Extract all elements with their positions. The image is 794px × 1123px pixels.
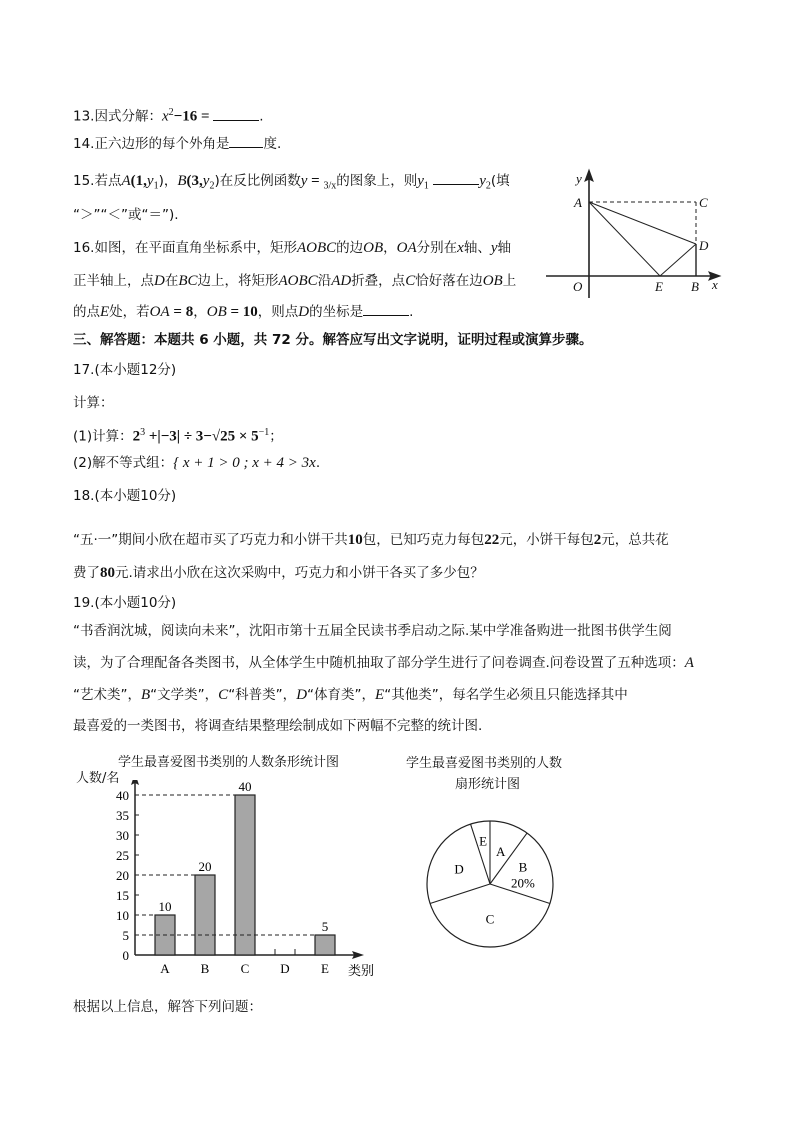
label-x: x [712, 277, 718, 292]
pie-slice-percent: 20% [511, 875, 535, 891]
text-segment: 分别在 [416, 240, 458, 256]
segment-AD [589, 202, 696, 244]
text-line [73, 302, 413, 321]
text-segment: 度. [263, 136, 282, 152]
text-segment: C [218, 687, 229, 703]
text-segment: AD [331, 273, 352, 289]
y-tick-label: 30 [116, 828, 129, 843]
y-tick-label: 5 [122, 928, 129, 943]
text-line [73, 272, 516, 290]
bar-chart [70, 780, 390, 985]
text-line [73, 239, 511, 257]
text-segment: x [457, 240, 464, 256]
text-segment: 元，小饼干每包 [499, 532, 594, 548]
bar-value-label: 10 [158, 899, 172, 914]
bar-C [235, 795, 255, 955]
text-segment: (1, [130, 173, 147, 189]
text-segment: 元.请求出小欣在这次采购中，巧克力和小饼干各买了多少包？ [115, 565, 484, 581]
label-E: E [655, 279, 663, 294]
text-segment: 17.(本小题12分) [73, 362, 177, 378]
text-segment: 1 [423, 180, 429, 192]
text-line [73, 454, 320, 472]
text-segment: x [161, 108, 169, 125]
text-segment: 3/x [323, 180, 337, 192]
bar-E [315, 935, 335, 955]
label-C: C [699, 195, 708, 210]
text-segment: . [409, 304, 414, 320]
bar-chart-title: 学生最喜爱图书类别的人数条形统计图 [118, 755, 340, 770]
answer-blank [363, 302, 409, 316]
x-axis-label: 类别 [348, 964, 375, 979]
text-segment: (填 [490, 173, 510, 189]
text-segment: y [417, 173, 424, 189]
text-line [73, 531, 669, 549]
text-segment: C [405, 273, 416, 289]
text-line [73, 206, 179, 224]
text-segment: AOBC [278, 273, 318, 289]
text-segment: 15.若点 [73, 173, 122, 189]
text-segment: B [177, 173, 187, 189]
text-segment: 在 [164, 273, 179, 289]
x-tick-label: A [160, 961, 170, 976]
x-tick-label: C [240, 961, 250, 976]
text-segment: 14.正六边形的每个外角是 [73, 136, 230, 152]
answer-blank [433, 171, 479, 185]
x-tick-label: B [200, 961, 210, 976]
pie-slice-label: A [496, 844, 506, 860]
text-segment: 读，为了合理配备各类图书，从全体学生中随机抽取了部分学生进行了问卷调查.问卷设置了五种选项： [73, 655, 685, 671]
text-segment: 轴 [497, 240, 511, 256]
text-segment: 13.因式分解： [73, 108, 162, 125]
figure-16-coordinate-diagram [540, 165, 730, 300]
text-segment: “＞”“＜”或“＝”). [73, 207, 179, 223]
text-segment: 折叠，点 [351, 273, 406, 289]
text-segment: “体育类”， [307, 687, 376, 703]
bar-value-label: 20 [198, 859, 212, 874]
text-segment: (3, [186, 173, 203, 189]
text-segment: ； [269, 428, 283, 445]
text-segment: y [479, 173, 486, 189]
text-segment: 22 [484, 532, 500, 548]
text-line [73, 998, 262, 1016]
text-segment: OB [363, 240, 384, 256]
text-line [73, 717, 482, 735]
label-O: O [573, 279, 583, 294]
text-segment: ， [383, 240, 397, 256]
text-segment: 轴、 [463, 240, 491, 256]
text-segment: )在反比例函数 [214, 173, 301, 189]
y-tick-label: 10 [116, 908, 129, 923]
text-segment: 的图象上，则 [336, 173, 418, 189]
text-segment: 19.(本小题10分) [73, 595, 177, 611]
y-axis-arrow [585, 170, 593, 181]
text-segment: 的边 [336, 240, 364, 256]
text-segment: ，则点 [257, 304, 299, 320]
bar-value-label: 40 [238, 780, 252, 794]
text-segment: 80 [100, 565, 115, 581]
text-segment: OB [206, 304, 227, 320]
text-segment: = 10 [226, 304, 258, 320]
pie-chart-title-line2: 扇形统计图 [455, 777, 521, 792]
text-segment: 3 [140, 427, 146, 438]
text-segment: 沿 [317, 273, 332, 289]
text-segment: = 8 [169, 304, 194, 320]
text-line [73, 394, 114, 412]
label-B: B [691, 279, 699, 294]
text-line [73, 564, 484, 582]
text-segment: A [121, 173, 131, 189]
pie-slice-label: D [454, 861, 464, 877]
text-segment: −16 = [173, 108, 214, 125]
bar-value-label: 5 [321, 919, 329, 934]
text-segment: “书香润沈城，阅读向未来”，沈阳市第十五届全民读书季启动之际.某中学准备购进一批图书供学生阅 [73, 623, 672, 639]
answer-blank [229, 134, 263, 148]
y-tick-label: 15 [116, 888, 129, 903]
text-segment: OA [396, 240, 417, 256]
text-segment: 1 [153, 180, 159, 192]
text-segment: . [259, 108, 264, 125]
text-segment: 计算： [73, 395, 114, 411]
text-segment: 包，已知巧克力每包 [362, 532, 485, 548]
text-segment: 10 [347, 532, 363, 548]
text-segment: 元，总共花 [601, 532, 669, 548]
text-segment: . [315, 455, 321, 471]
text-segment: (2)解不等式组： [73, 455, 174, 471]
text-segment: E [375, 687, 385, 703]
label-D: D [699, 238, 709, 253]
text-line [73, 487, 176, 505]
y-tick-label: 0 [122, 948, 129, 963]
text-segment: 边上，将矩形 [197, 273, 279, 289]
text-line [73, 424, 283, 446]
y-tick-label: 25 [116, 848, 129, 863]
pie-slice-label: B [518, 859, 528, 875]
text-segment: A [684, 655, 694, 671]
text-segment: 18.(本小题10分) [73, 488, 177, 504]
y-tick-label: 35 [116, 808, 129, 823]
text-line [73, 654, 694, 672]
text-segment: “五·一”期间小欣在超市买了巧克力和小饼干共 [73, 532, 348, 548]
text-segment: D [296, 687, 308, 703]
y-tick-label: 40 [116, 788, 129, 803]
text-segment: “文学类”， [150, 687, 219, 703]
text-segment: 的点 [73, 304, 100, 320]
segment-ED [660, 244, 696, 276]
text-segment: y [300, 173, 308, 189]
text-segment: B [141, 687, 151, 703]
text-segment: “艺术类”， [73, 687, 141, 703]
text-segment: y [202, 173, 210, 189]
label-A: A [574, 195, 582, 210]
text-segment: 2 [209, 180, 215, 192]
text-line [73, 361, 176, 379]
x-tick-label: D [280, 961, 290, 976]
text-segment: 正半轴上，点 [73, 273, 154, 289]
pie-slice-label: C [485, 911, 495, 927]
text-segment: 2 [593, 532, 602, 548]
text-line [73, 594, 176, 612]
label-y: y [576, 171, 582, 186]
text-segment: 最喜爱的一类图书，将调查结果整理绘制成如下两幅不完整的统计图. [73, 718, 483, 734]
text-segment: “科普类”， [228, 687, 297, 703]
text-segment: D [298, 304, 310, 320]
text-segment: 处，若 [109, 304, 150, 320]
y-tick-label: 20 [116, 868, 129, 883]
text-segment: 的坐标是 [309, 304, 364, 320]
pie-chart-title-line1: 学生最喜爱图书类别的人数 [406, 756, 563, 771]
pie-slice-label: E [479, 833, 488, 849]
text-line [73, 134, 281, 153]
text-segment: 2 [485, 180, 491, 192]
text-line [73, 171, 510, 196]
bar-B [195, 875, 215, 955]
x-tick-label: E [321, 961, 329, 976]
text-segment: OB [482, 273, 503, 289]
text-segment: (1)计算： [73, 428, 133, 445]
text-segment: AOBC [296, 240, 337, 256]
bar-chart-ylabel: 人数/名 [76, 771, 120, 786]
text-segment: “其他类”，每名学生必须且只能选择其中 [384, 687, 628, 703]
text-segment: 根据以上信息，解答下列问题： [73, 999, 262, 1015]
text-segment: = [307, 173, 324, 189]
text-segment: OA [149, 304, 170, 320]
text-segment: y [490, 240, 498, 256]
text-segment: BC [178, 273, 198, 289]
text-segment: { x + 1 > 0 ; x + 4 > 3x [173, 455, 316, 471]
text-segment: 费了 [73, 565, 100, 581]
text-segment: +|−3| ÷ 3−√25 × 5 [145, 428, 259, 445]
text-segment: 16.如图，在平面直角坐标系中，矩形 [73, 240, 297, 256]
answer-blank [213, 107, 259, 121]
text-segment: 2 [168, 107, 174, 118]
text-segment: ， [193, 304, 207, 320]
text-line [73, 622, 672, 640]
segment-AE [589, 202, 660, 276]
text-segment: y [146, 173, 154, 189]
text-segment: 上 [502, 273, 517, 289]
text-segment: )， [158, 173, 178, 189]
text-segment: 三、解答题：本题共 6 小题，共 72 分。解答应写出文字说明，证明过程或演算步骤。 [73, 332, 593, 348]
pie-chart [420, 810, 560, 960]
text-segment: 2 [132, 428, 141, 445]
text-line [73, 686, 628, 704]
text-segment: E [100, 304, 110, 320]
text-line [73, 331, 592, 349]
text-line [73, 104, 264, 126]
text-segment: D [154, 273, 165, 289]
text-segment: −1 [258, 427, 270, 438]
text-segment: 恰好落在边 [415, 273, 483, 289]
